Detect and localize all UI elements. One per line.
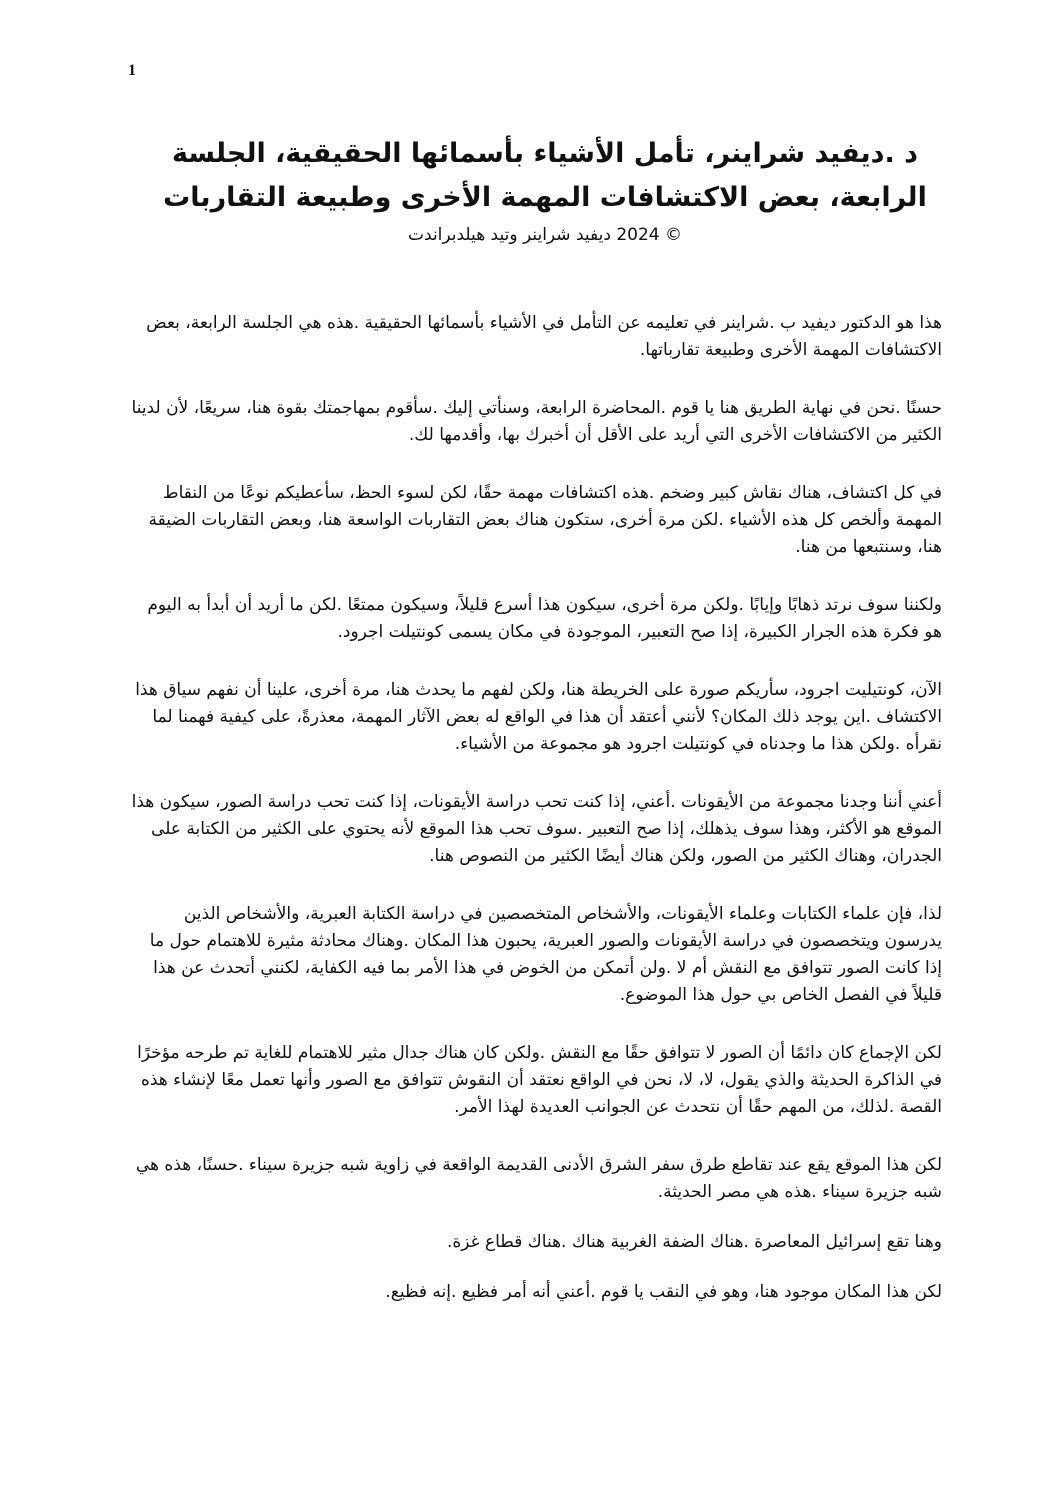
page-number: 1 [128, 62, 136, 79]
paragraph-intro: هذا هو الدكتور ديفيد ب .شراينر في تعليمه عن التأمل في الأشياء بأسمائها الحقيقية .هذه هي الجلسة الرابعة، بعض الاكتشافات المهمة الأخرى وطبيعة تقارباتها. [146, 313, 942, 360]
paragraph: حسنًا .نحن في نهاية الطريق هنا يا قوم .المحاضرة الرابعة، وسنأتي إليك .سأقوم بمهاجمتك بقوة هنا، سريعًا، لأن لدينا الكثير من الاكتشافات الأخرى التي أريد على الأقل أن أخبرك بها، وأقدمها لك. [131, 398, 942, 445]
document-body [130, 310, 942, 1329]
paragraph: الآن، كونتيليت اجرود، سأريكم صورة على الخريطة هنا، ولكن لفهم ما يحدث هنا، مرة أخرى، علينا أن نفهم سياق هذا الاكتشاف .اين يوجد ذلك المكان؟ لأنني أعتقد أن هذا في الواقع له بعض الآثار المهمة، معذرةً، على كيفية فهمنا لما نقرأه .ولكن هذا ما وجدناه في كونتيلت اجرود هو مجموعة من الأشياء. [135, 680, 942, 754]
paragraph: لكن الإجماع كان دائمًا أن الصور لا تتوافق حقًا مع النقش .ولكن كان هناك جدال مثير للاهتمام للغاية تم طرحه مؤخرًا في الذاكرة الحديثة والذي يقول، لا، لا، نحن في الواقع نعتقد أن النقوش تتوافق مع الصور وأنها تعمل معًا لإنشاء هذه القصة .لذلك، من المهم حقًا أن نتحدث عن الجوانب العديدة لهذا الأمر. [137, 1043, 942, 1117]
paragraph: وهنا تقع إسرائيل المعاصرة .هناك الضفة الغربية هناك .هناك قطاع غزة. [446, 1232, 942, 1252]
paragraph: لكن هذا المكان موجود هنا، وهو في النقب يا قوم .أعني أنه أمر فظيع .إنه فظيع. [385, 1282, 942, 1302]
paragraph: ولكننا سوف نرتد ذهابًا وإيابًا .ولكن مرة أخرى، سيكون هذا أسرع قليلاً، وسيكون ممتعًا .لكن ما أريد أن أبدأ به اليوم هو فكرة هذه الجرار الكبيرة، إذا صح التعبير، الموجودة في مكان يسمى كونتيلت اجرود. [147, 595, 942, 642]
paragraph: أعني أننا وجدنا مجموعة من الأيقونات .أعني، إذا كنت تحب دراسة الأيقونات، إذا كنت تحب دراسة الصور، سيكون هذا الموقع هو الأكثر، وهذا سوف يذهلك، إذا صح التعبير .سوف تحب هذا الموقع لأنه يحتوي على الكثير من الكتابة على الجدران، وهناك الكثير من الصور، ولكن هناك أيضًا الكثير من النصوص هنا. [131, 792, 942, 866]
document-title: د .ديفيد شراينر، تأمل الأشياء بأسمائها الحقيقية، الجلسة الرابعة، بعض الاكتشافات المهمة الأخرى وطبيعة التقاربات [163, 138, 927, 213]
copyright-line: © 2024 ديفيد شراينر وتيد هيلدبراندت [408, 225, 682, 245]
paragraph: لكن هذا الموقع يقع عند تقاطع طرق سفر الشرق الأدنى القديمة الواقعة في زاوية شبه جزيرة سيناء .حسنًا، هذه هي شبه جزيرة سيناء .هذه هي مصر الحديثة. [135, 1155, 942, 1202]
document-header [150, 132, 940, 248]
paragraph: في كل اكتشاف، هناك نقاش كبير وضخم .هذه اكتشافات مهمة حقًا، لكن لسوء الحظ، سأعطيكم نوعًا من النقاط المهمة وألخص كل هذه الأشياء .لكن مرة أخرى، ستكون هناك بعض التقاربات الواسعة هنا، وبعض التقاربات الضيقة هنا، وسنتبعها من هنا. [148, 483, 942, 557]
paragraph: لذا، فإن علماء الكتابات وعلماء الأيقونات، والأشخاص المتخصصين في دراسة الكتابة العبرية، والأشخاص الذين يدرسون ويتخصصون في دراسة الأيقونات والصور العبرية، يحبون هذا المكان .وهناك محادثة مثيرة للاهتمام حول ما إذا كانت الصور تتوافق مع النقش أم لا .ولن أتمكن من الخوض في هذا الأمر بما فيه الكفاية، لكنني أتحدث عن هذا قليلاً في الفصل الخاص بي حول هذا الموضوع. [149, 904, 942, 1005]
